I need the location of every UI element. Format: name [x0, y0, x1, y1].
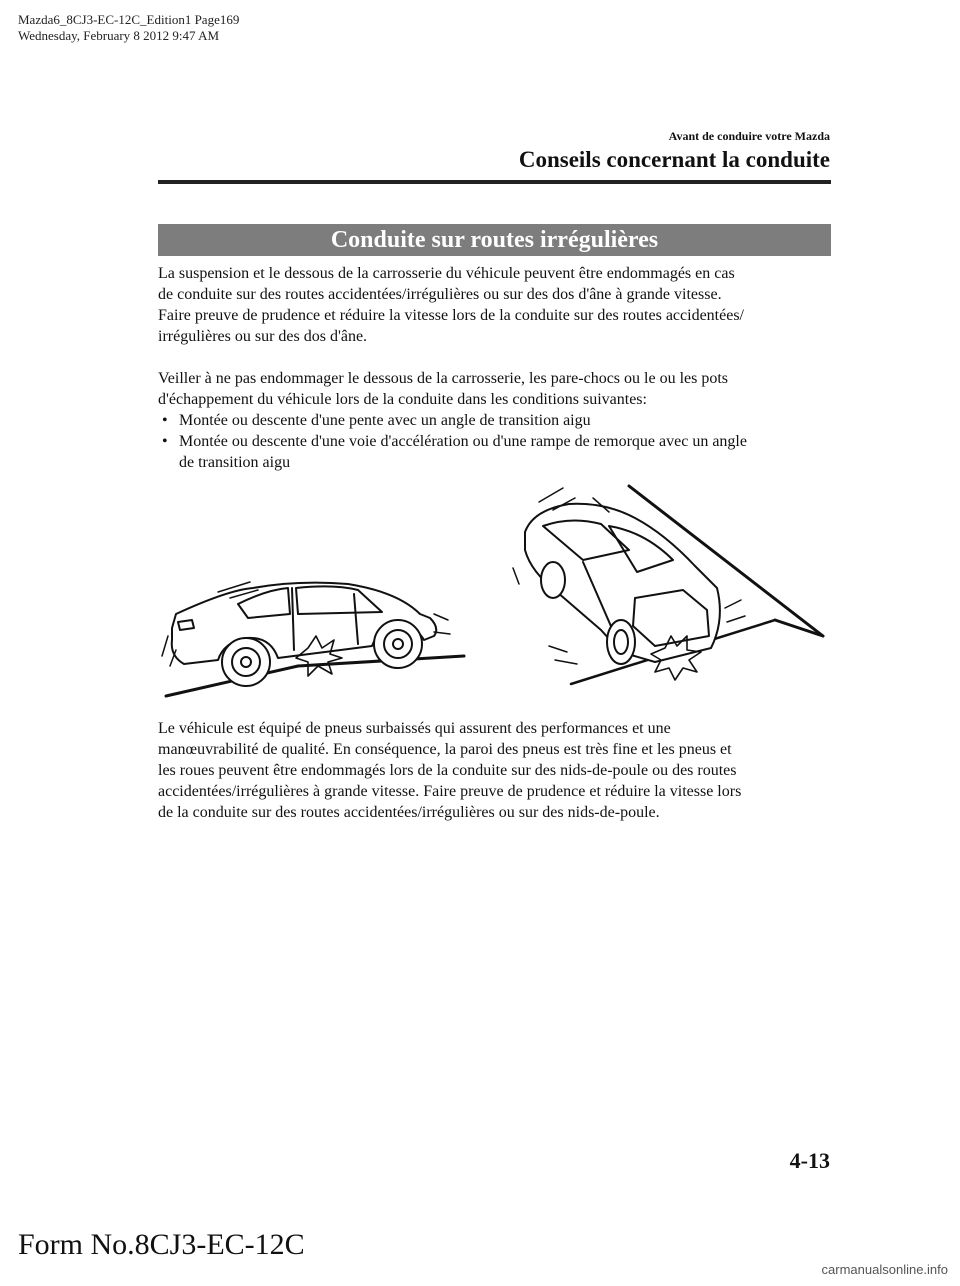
print-header-file: Mazda6_8CJ3-EC-12C_Edition1 Page169 [18, 12, 240, 27]
bullet-item [158, 410, 838, 431]
text-line: irrégulières ou sur des dos d'âne. [158, 328, 368, 345]
page-number: 4-13 [789, 1148, 830, 1173]
paragraph-1 [158, 263, 838, 347]
text-line: manœuvrabilité de qualité. En conséquence, la paroi des pneus est très fine et les pneus et [158, 741, 732, 758]
watermark: carmanualsonline.info [821, 1262, 948, 1277]
text-line: Montée ou descente d'une voie d'accélération ou d'une rampe de remorque avec un angle [179, 433, 747, 450]
text-line: La suspension et le dessous de la carrosserie du véhicule peuvent être endommagés en cas [158, 265, 735, 282]
bullet-icon: • [162, 412, 168, 429]
car-side-ramp-illustration [158, 570, 473, 705]
text-line: accidentées/irrégulières à grande vitesse. Faire preuve de prudence et réduire la vitesse lors [158, 783, 742, 800]
print-header [18, 12, 239, 44]
text-line: de conduite sur des routes accidentées/irrégulières ou sur des dos d'âne à grande vitesse. [158, 286, 722, 303]
bullet-icon: • [162, 433, 168, 450]
bullet-item [158, 431, 838, 473]
text-line: les roues peuvent être endommagés lors de la conduite sur des nids-de-poule ou des routes [158, 762, 737, 779]
section-header [519, 128, 830, 174]
print-header-date: Wednesday, February 8 2012 9:47 AM [18, 28, 220, 43]
paragraph-2 [158, 368, 838, 473]
text-line: Le véhicule est équipé de pneus surbaissés qui assurent des performances et une [158, 720, 671, 737]
car-front-ramp-illustration [505, 480, 825, 690]
chapter-title: Conseils concernant la conduite [518, 147, 830, 172]
text-line: de la conduite sur des routes accidentées/irrégulières ou sur des nids-de-poule. [158, 804, 660, 821]
paragraph-3 [158, 718, 838, 823]
text-line: Veiller à ne pas endommager le dessous de la carrosserie, les pare-chocs ou le ou les pots [158, 370, 729, 387]
text-line: d'échappement du véhicule lors de la conduite dans les conditions suivantes: [158, 391, 647, 408]
text-line: Montée ou descente d'une pente avec un angle de transition aigu [179, 412, 591, 429]
section-label: Avant de conduire votre Mazda [668, 129, 830, 143]
text-line: Faire preuve de prudence et réduire la vitesse lors de la conduite sur des routes accidentées/ [158, 307, 744, 324]
form-number: Form No.8CJ3-EC-12C [18, 1228, 305, 1261]
text-line: de transition aigu [179, 454, 291, 471]
topic-banner: Conduite sur routes irrégulières [158, 224, 831, 256]
header-rule [158, 180, 831, 184]
